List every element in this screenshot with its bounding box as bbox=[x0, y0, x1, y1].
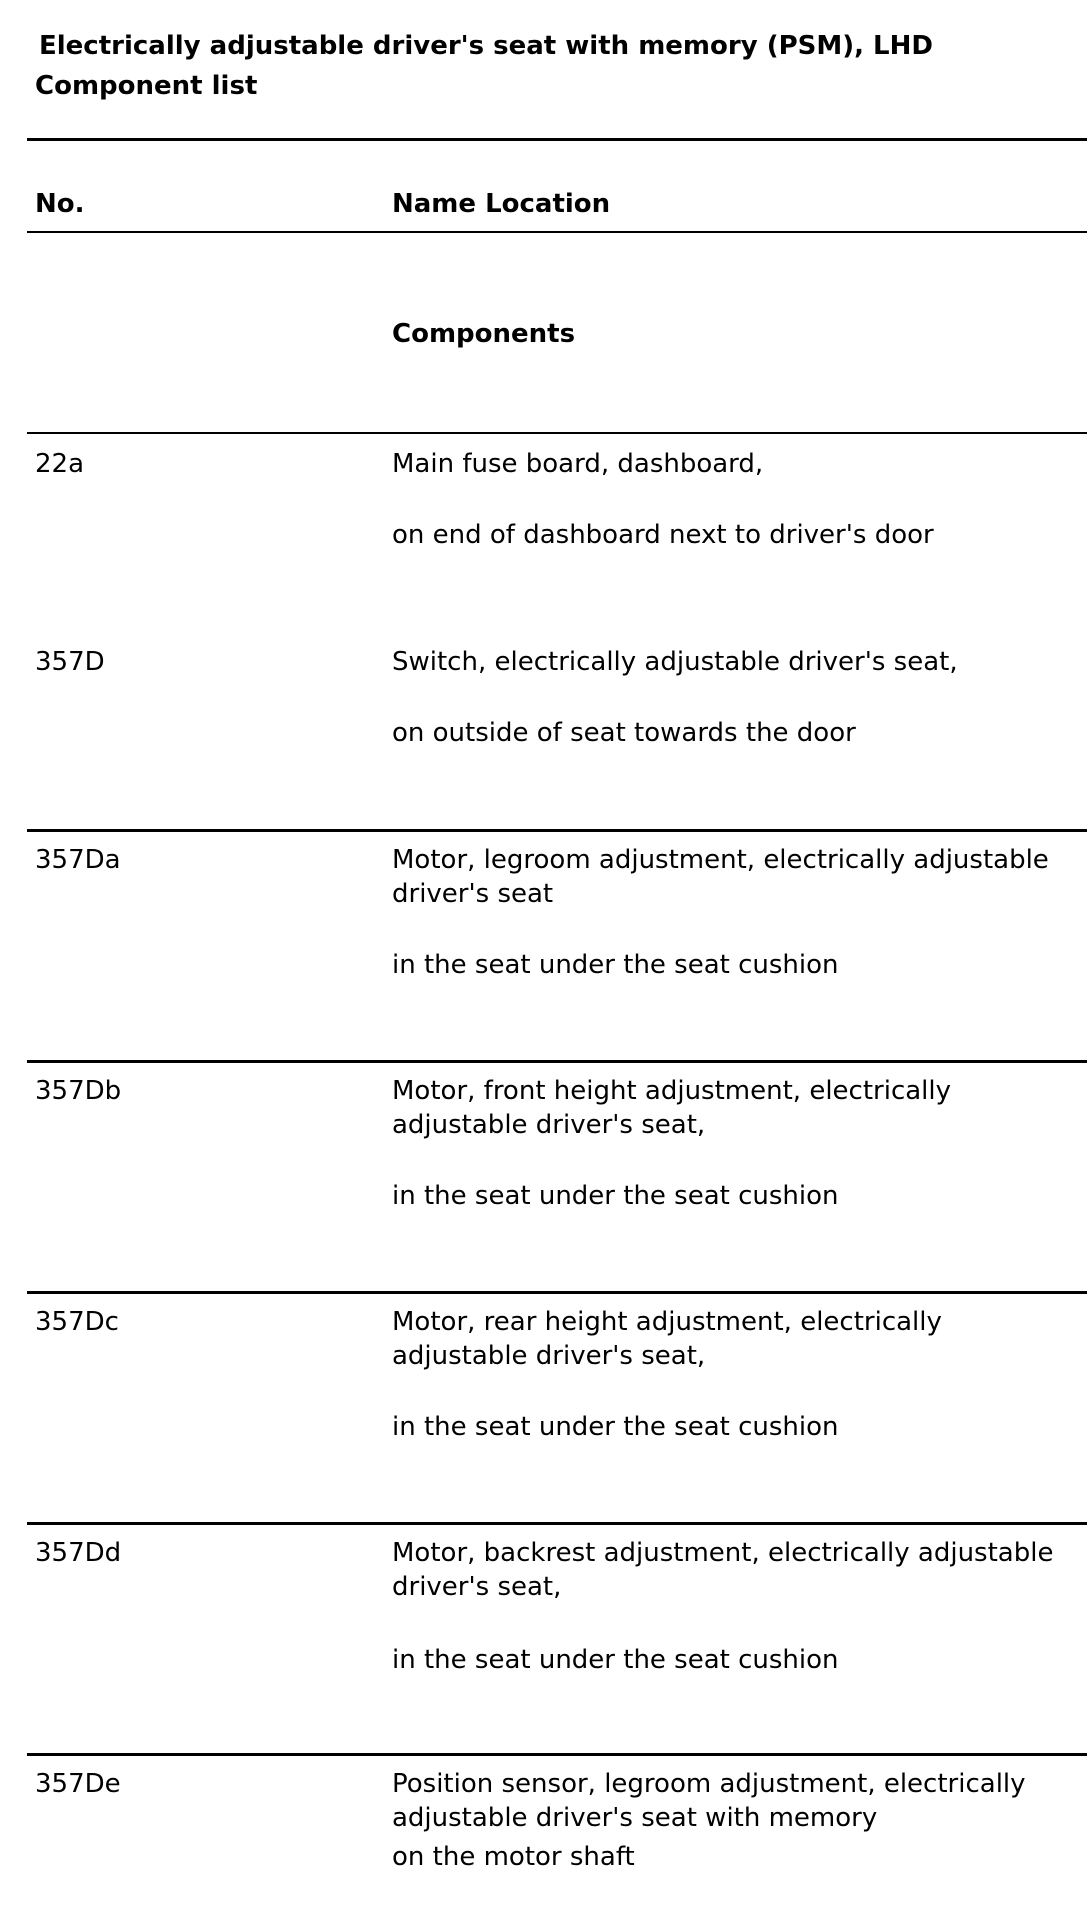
component-name: Position sensor, legroom adjustment, electrically adjustable driver's seat with memory bbox=[392, 1769, 1026, 1833]
component-location: on outside of seat towards the door bbox=[392, 718, 856, 748]
component-name: Motor, backrest adjustment, electrically adjustable driver's seat, bbox=[392, 1538, 1054, 1602]
component-number: 357D bbox=[35, 647, 105, 677]
top-divider bbox=[27, 138, 1087, 141]
component-location: in the seat under the seat cushion bbox=[392, 1412, 839, 1442]
component-name: Main fuse board, dashboard, bbox=[392, 449, 764, 479]
component-number: 357De bbox=[35, 1769, 121, 1799]
component-number: 357Dd bbox=[35, 1538, 122, 1568]
component-number: 357Db bbox=[35, 1076, 122, 1106]
component-location: on the motor shaft bbox=[392, 1842, 635, 1872]
row-divider bbox=[27, 1060, 1087, 1063]
component-location: in the seat under the seat cushion bbox=[392, 1645, 839, 1675]
component-number: 22a bbox=[35, 449, 85, 479]
component-name: Motor, legroom adjustment, electrically adjustable driver's seat bbox=[392, 845, 1049, 909]
document-title: Electrically adjustable driver's seat with memory (PSM), LHD bbox=[39, 31, 933, 61]
component-location: on end of dashboard next to driver's door bbox=[392, 520, 934, 550]
component-number: 357Da bbox=[35, 845, 121, 875]
column-header-name-location: Name Location bbox=[392, 189, 611, 219]
row-divider bbox=[27, 1522, 1087, 1525]
component-name: Switch, electrically adjustable driver's seat, bbox=[392, 647, 958, 677]
component-name: Motor, front height adjustment, electrically adjustable driver's seat, bbox=[392, 1076, 951, 1140]
header-divider bbox=[27, 231, 1087, 233]
row-divider bbox=[27, 829, 1087, 832]
component-location: in the seat under the seat cushion bbox=[392, 950, 839, 980]
section-divider bbox=[27, 432, 1087, 434]
column-header-no: No. bbox=[35, 189, 85, 219]
component-name: Motor, rear height adjustment, electrically adjustable driver's seat, bbox=[392, 1307, 942, 1371]
component-location: in the seat under the seat cushion bbox=[392, 1181, 839, 1211]
section-label-components: Components bbox=[392, 319, 576, 349]
row-divider bbox=[27, 1291, 1087, 1294]
component-number: 357Dc bbox=[35, 1307, 119, 1337]
row-divider bbox=[27, 1753, 1087, 1756]
document-subtitle: Component list bbox=[35, 71, 258, 101]
